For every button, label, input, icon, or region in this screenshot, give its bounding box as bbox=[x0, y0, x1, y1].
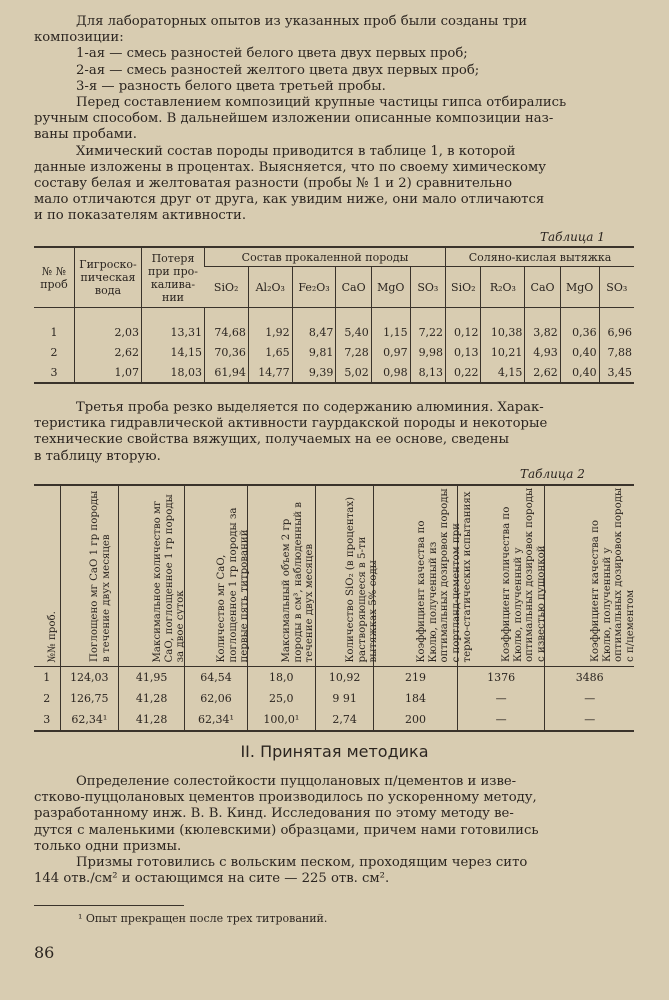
table-cell: 1 bbox=[43, 671, 51, 684]
table2-header: Коэффициент качества по Кюлю, полученный у оптимальных дозировок породы с п/цементом bbox=[589, 487, 636, 662]
table1-sub-header: Al₂O₃ bbox=[248, 267, 292, 308]
table-cell: 2,62 bbox=[525, 362, 560, 383]
table2-header: Максимальный объем 2 гр породы в см³, наблюденный в течение двух месяцев bbox=[281, 501, 316, 662]
table-cell: 200 bbox=[374, 709, 458, 731]
text-line: Определение солестойкости пуццолановых п/цементов и изве- bbox=[76, 774, 517, 789]
text-line: стково-пуццолановых цементов производилось по ускоренному методу, bbox=[34, 790, 537, 806]
table-cell: 10,38 bbox=[481, 322, 525, 342]
table-row bbox=[34, 322, 634, 342]
text-line: и по показателям активности. bbox=[34, 208, 247, 224]
text-line: мало отличаются друг от друга, как увидим ниже, они мало отличаются bbox=[34, 192, 545, 208]
table-row bbox=[34, 342, 634, 362]
table-cell: 0,40 bbox=[560, 362, 599, 383]
text-line: составу белая и желтоватая разности (пробы № 1 и 2) сравнительно bbox=[34, 176, 513, 192]
footnote-divider bbox=[34, 905, 184, 906]
text-line: Третья проба резко выделяется по содержанию алюминия. Харак- bbox=[76, 400, 544, 415]
table1-sub-header: CaO bbox=[525, 267, 560, 308]
table-cell: 1376 bbox=[457, 667, 545, 689]
table-cell: 126,75 bbox=[60, 688, 119, 709]
table-cell: 184 bbox=[374, 688, 458, 709]
table-cell: 8,47 bbox=[292, 322, 336, 342]
table-cell: — bbox=[545, 688, 634, 709]
text-line: данные изложены в процентах. Выясняется, что по своему химическому bbox=[34, 159, 547, 175]
table1-sub-header: CaO bbox=[336, 267, 371, 308]
table1-header-probe: № № проб bbox=[34, 247, 75, 308]
table-cell: 6,96 bbox=[599, 322, 634, 342]
table1-sub-header: SiO₂ bbox=[446, 267, 481, 308]
text-line: 3-я — разность белого цвета третьей пробы. bbox=[76, 78, 386, 94]
table-row bbox=[34, 362, 634, 383]
table-cell: 0,98 bbox=[371, 362, 410, 383]
table-cell: 3,82 bbox=[525, 322, 560, 342]
page-number: 86 bbox=[34, 943, 55, 962]
table-cell: 3 bbox=[34, 709, 60, 731]
table-cell: 62,06 bbox=[185, 688, 247, 709]
table-cell: 1,92 bbox=[248, 322, 292, 342]
table2-header: Коэффициент качества по Кюлю, полученный из оптимальных дозировок породы с портланд-цементом при термо-статических испытаниях bbox=[415, 487, 473, 662]
text-line: технические свойства вяжущих, получаемых на ее основе, сведены bbox=[34, 432, 510, 448]
table1-group-acid: Солянo-кислая вытяжка bbox=[446, 247, 634, 267]
text-line: Призмы готовились с вольским песком, проходящим через сито bbox=[76, 855, 528, 871]
table-cell: — bbox=[457, 688, 545, 709]
table2-header: Количество SiO₂ (в процентах) растворяющееся в 5-ти вытяжках 5% соды bbox=[344, 496, 379, 662]
table2-header: Количество мг CaO, поглощенное 1 гр породы за первые пять титрований bbox=[215, 507, 250, 662]
table-cell: 74,68 bbox=[205, 322, 249, 342]
table-cell: 4,15 bbox=[481, 362, 525, 383]
text-line: Химический состав породы приводится в таблице 1, в которой bbox=[76, 143, 516, 159]
table-cell: 2 bbox=[50, 345, 58, 359]
table-cell: 2,74 bbox=[315, 709, 373, 731]
table-cell: 9,81 bbox=[292, 342, 336, 362]
table-cell: 1,07 bbox=[75, 362, 142, 383]
table-cell: 4,93 bbox=[525, 342, 560, 362]
table-row bbox=[34, 709, 634, 731]
table1-sub-header: SO₃ bbox=[599, 267, 634, 308]
section-heading: II. Принятая методика bbox=[240, 742, 429, 761]
table-cell: 2 bbox=[43, 692, 51, 705]
table-cell: 14,77 bbox=[248, 362, 292, 383]
text-line: ручным способом. В дальнейшем изложении описанные композиции наз- bbox=[34, 111, 554, 127]
table-cell: 18,0 bbox=[247, 667, 315, 689]
table-cell: 2,62 bbox=[75, 342, 142, 362]
footnote: ¹ Опыт прекращен после трех титрований. bbox=[78, 912, 328, 925]
table-cell: 7,22 bbox=[410, 322, 445, 342]
table-cell: 62,34¹ bbox=[60, 709, 119, 731]
table-cell: 8,13 bbox=[410, 362, 445, 383]
table-cell: 62,34¹ bbox=[185, 709, 247, 731]
table-row bbox=[34, 688, 634, 709]
table2 bbox=[34, 484, 634, 732]
table-cell: 9,39 bbox=[292, 362, 336, 383]
table-cell: 7,88 bbox=[599, 342, 634, 362]
table-cell: 0,36 bbox=[560, 322, 599, 342]
table-cell: 3,45 bbox=[599, 362, 634, 383]
table-cell: 1,65 bbox=[248, 342, 292, 362]
table2-header: Поглощено мг CaO 1 гр породы в течение двух месяцев bbox=[89, 490, 112, 662]
table-cell: 1 bbox=[50, 325, 58, 339]
table-cell: 14,15 bbox=[142, 342, 205, 362]
table-cell: 0,13 bbox=[446, 342, 481, 362]
text-line: Перед составлением композиций крупные частицы гипса отбирались bbox=[76, 95, 567, 111]
table-cell: — bbox=[457, 709, 545, 731]
text-line: теристика гидравлической активности гаурдакской породы и некоторые bbox=[34, 416, 548, 432]
section-paragraph bbox=[34, 774, 634, 887]
text-line: Для лабораторных опытов из указанных проб были созданы три bbox=[76, 14, 528, 29]
text-line: 2-ая — смесь разностей желтого цвета двух первых проб; bbox=[76, 62, 480, 78]
table-cell: 41,95 bbox=[119, 667, 185, 689]
table1-caption: Таблица 1 bbox=[540, 230, 605, 244]
table-cell: 2,03 bbox=[75, 322, 142, 342]
intro-paragraph bbox=[34, 14, 634, 225]
table-cell: 3 bbox=[34, 362, 75, 383]
table-cell: 7,28 bbox=[336, 342, 371, 362]
table2-header: Максимальное количество мг CaO, поглощенное 1 гр породы за двое суток bbox=[151, 493, 186, 662]
table-cell: 5,02 bbox=[336, 362, 371, 383]
table1-sub-header: MgO bbox=[560, 267, 599, 308]
table-cell: 9,98 bbox=[410, 342, 445, 362]
table1-sub-header: SO₃ bbox=[410, 267, 445, 308]
table1-group-calcined: Состав прокаленной породы bbox=[205, 247, 446, 267]
table1-sub-header: MgO bbox=[371, 267, 410, 308]
table-cell: — bbox=[545, 709, 634, 731]
table1-header-hygro: Гигроско-пическая вода bbox=[75, 247, 142, 308]
table-cell: 41,28 bbox=[119, 709, 185, 731]
table-cell: 10,21 bbox=[481, 342, 525, 362]
table-cell: 0,40 bbox=[560, 342, 599, 362]
table-cell: 9 91 bbox=[315, 688, 373, 709]
table-cell: 13,31 bbox=[142, 322, 205, 342]
table2-header: №№ проб. bbox=[46, 610, 58, 662]
text-line: композиции: bbox=[34, 30, 124, 46]
table2-header: Коэффициент количества по Кюлю, полученный у оптимальных дозировок породы с известью пушонкой bbox=[501, 487, 547, 662]
text-line: 1-ая — смесь разностей белого цвета двух первых проб; bbox=[76, 46, 468, 62]
table1 bbox=[34, 246, 634, 384]
table-cell: 0,12 bbox=[446, 322, 481, 342]
table-cell: 10,92 bbox=[315, 667, 373, 689]
table-cell: 1,15 bbox=[371, 322, 410, 342]
table-cell: 219 bbox=[374, 667, 458, 689]
table1-sub-header: R₂O₃ bbox=[481, 267, 525, 308]
table-row bbox=[34, 667, 634, 689]
text-line: ваны пробами. bbox=[34, 127, 137, 143]
table2-caption: Таблица 2 bbox=[520, 467, 585, 481]
table1-sub-header: SiO₂ bbox=[205, 267, 249, 308]
table1-sub-header: Fe₂O₃ bbox=[292, 267, 336, 308]
text-line: дутся с маленькими (кюлевскими) образцами, причем нами готовились bbox=[34, 822, 539, 838]
table1-header-loss: Потеря при про-калива-нии bbox=[142, 247, 205, 308]
table-cell: 124,03 bbox=[60, 667, 119, 689]
table-cell: 5,40 bbox=[336, 322, 371, 342]
text-line: 144 отв./см² и остающимся на сите — 225 отв. см². bbox=[34, 871, 390, 887]
text-line: в таблицу вторую. bbox=[34, 448, 161, 464]
text-line: разработанному инж. В. В. Кинд. Исследования по этому методу ве- bbox=[34, 806, 514, 822]
table-cell: 41,28 bbox=[119, 688, 185, 709]
table-cell: 61,94 bbox=[205, 362, 249, 383]
table-cell: 0,97 bbox=[371, 342, 410, 362]
table-cell: 64,54 bbox=[185, 667, 247, 689]
table-cell: 70,36 bbox=[205, 342, 249, 362]
table-cell: 0,22 bbox=[446, 362, 481, 383]
table-cell: 3486 bbox=[545, 667, 634, 689]
table-cell: 18,03 bbox=[142, 362, 205, 383]
table-cell: 100,0¹ bbox=[247, 709, 315, 731]
text-line: только одни призмы. bbox=[34, 838, 182, 854]
middle-paragraph bbox=[34, 400, 634, 465]
table-cell: 25,0 bbox=[247, 688, 315, 709]
